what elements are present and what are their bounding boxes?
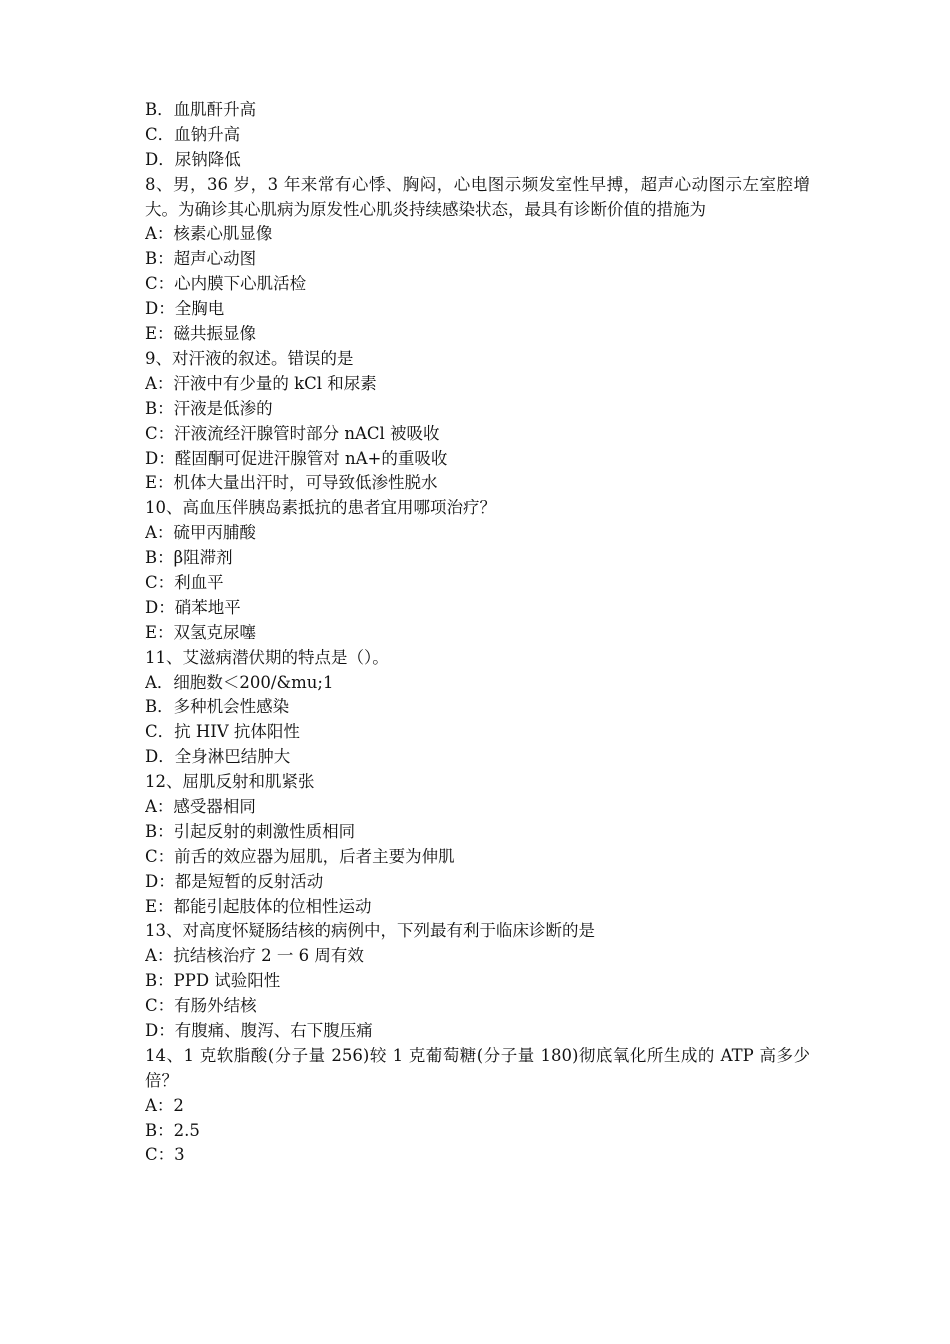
- q10-option-b: B：β阻滞剂: [145, 548, 233, 568]
- q13-option-a: A：抗结核治疗 2 一 6 周有效: [145, 946, 364, 966]
- question-14: 14、1 克软脂酸(分子量 256)较 1 克葡萄糖(分子量 180)彻底氧化所生成的 ATP 高多少倍？: [145, 1045, 810, 1090]
- q12-option-d: D：都是短暂的反射活动: [145, 871, 324, 891]
- option-b-creatinine: B．血肌酐升高: [145, 100, 257, 119]
- q14-option-b: B：2.5: [145, 1120, 200, 1140]
- q9-option-b: B：汗液是低渗的: [145, 398, 273, 418]
- q12-option-e: E：都能引起肢体的位相性运动: [145, 896, 372, 916]
- question-11: 11、艾滋病潜伏期的特点是（）。: [145, 647, 389, 667]
- question-12: 12、屈肌反射和肌紧张: [145, 772, 315, 792]
- q12-option-b: B：引起反射的刺激性质相同: [145, 821, 356, 841]
- q11-option-d: D．全身淋巴结肿大: [145, 747, 291, 767]
- question-8: 8、男，36 岁，3 年来常有心悸、胸闷，心电图示频发室性早搏，超声心动图示左室腔增大。为确诊其心肌病为原发性心肌炎持续感染状态，最具有诊断价值的措施为: [145, 174, 810, 219]
- q13-option-d: D：有腹痛、腹泻、右下腹压痛: [145, 1020, 373, 1040]
- question-13: 13、对高度怀疑肠结核的病例中，下列最有利于临床诊断的是: [145, 921, 595, 941]
- q11-option-c: C．抗 HIV 抗体阳性: [145, 722, 300, 742]
- q10-option-a: A：硫甲丙脯酸: [145, 523, 256, 543]
- q11-option-a: A．细胞数＜200/&mu;1: [145, 672, 334, 692]
- q13-option-c: C：有肠外结核: [145, 996, 257, 1016]
- q8-option-b: B：超声心动图: [145, 249, 257, 269]
- q9-option-c: C：汗液流经汗腺管时部分 nACl 被吸收: [145, 423, 440, 443]
- q9-option-a: A：汗液中有少量的 kCl 和尿素: [145, 373, 377, 393]
- q8-option-c: C：心内膜下心肌活检: [145, 274, 307, 294]
- q14-option-c: C：3: [145, 1145, 185, 1165]
- document-page: [145, 98, 810, 1168]
- q8-option-d: D：全胸电: [145, 299, 225, 319]
- q12-option-a: A：感受器相同: [145, 796, 256, 816]
- q8-option-a: A：核素心肌显像: [145, 224, 273, 244]
- q10-option-e: E：双氢克尿噻: [145, 622, 257, 642]
- option-c-sodium: C．血钠升高: [145, 124, 241, 144]
- q10-option-c: C：利血平: [145, 572, 224, 592]
- q9-option-e: E：机体大量出汗时，可导致低渗性脱水: [145, 473, 438, 493]
- q8-option-e: E：磁共振显像: [145, 324, 257, 344]
- question-10: 10、高血压伴胰岛素抵抗的患者宜用哪项治疗？: [145, 498, 496, 518]
- q9-option-d: D：醛固酮可促进汗腺管对 nA+的重吸收: [145, 448, 448, 468]
- q13-option-b: B：PPD 试验阳性: [145, 971, 281, 991]
- q14-option-a: A：2: [145, 1095, 184, 1115]
- option-d-urine-sodium: D．尿钠降低: [145, 149, 241, 169]
- q10-option-d: D：硝苯地平: [145, 597, 241, 617]
- q11-option-b: B．多种机会性感染: [145, 697, 290, 717]
- q12-option-c: C：前舌的效应器为屈肌，后者主要为伸肌: [145, 846, 455, 866]
- question-9: 9、对汗液的叙述。错误的是: [145, 348, 354, 368]
